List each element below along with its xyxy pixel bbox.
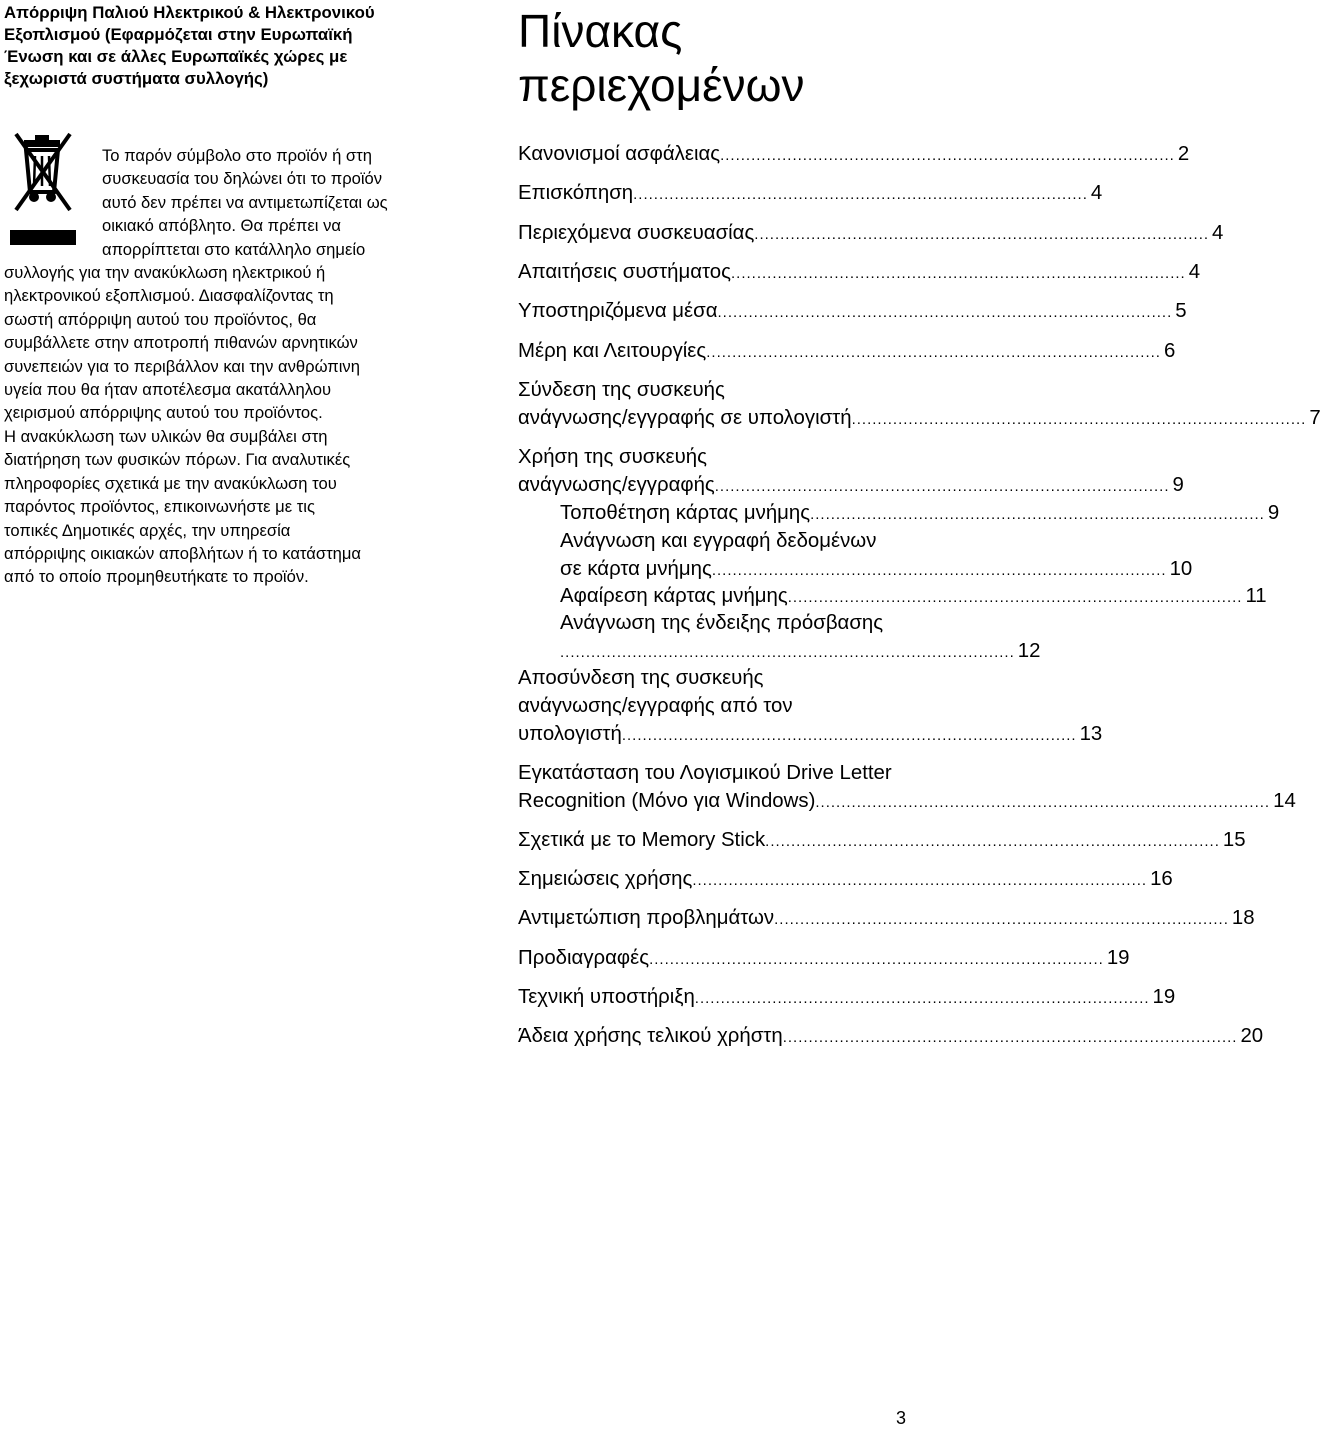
disposal-body-line: τοπικές Δημοτικές αρχές, την υπηρεσία [4, 520, 291, 540]
disposal-body [4, 144, 454, 589]
toc-entry-title: ανάγνωσης/εγγραφής σε υπολογιστή [518, 407, 852, 429]
toc-entry-title: υπολογιστή [518, 723, 622, 745]
toc-entry-title: Περιεχόμενα συσκευασίας [518, 222, 755, 244]
disposal-section [4, 0, 454, 90]
toc-entry[interactable] [518, 983, 1176, 1013]
toc-entry-title: Απαιτήσεις συστήματος [518, 261, 731, 283]
toc-entry-page: 4 [1090, 182, 1103, 204]
toc-leader: ........................................................................................ [730, 265, 1186, 282]
toc-entry-page: 12 [1017, 640, 1041, 662]
disposal-body-line: αυτό δεν πρέπει να αντιμετωπίζεται ως [102, 192, 388, 212]
toc-leader: ........................................................................................ [621, 727, 1077, 744]
toc-entry-page: 4 [1212, 222, 1224, 244]
toc-subentry[interactable] [560, 609, 1041, 667]
toc-entry-page: 19 [1152, 986, 1176, 1008]
toc-leader: ........................................................................................ [851, 411, 1307, 428]
disposal-body-line: συνεπειών για το περιβάλλον και την ανθρώπινη [4, 356, 360, 376]
toc-entry[interactable] [518, 140, 1190, 170]
toc-entry-title: Εγκατάσταση του Λογισμικού Drive Letter [518, 762, 892, 784]
disposal-title-line: Απόρριψη Παλιού Ηλεκτρικού & Ηλεκτρονικού [4, 3, 375, 22]
toc-leader: ........................................................................................ [774, 911, 1229, 928]
disposal-body-line: συμβάλλετε στην αποτροπή πιθανών αρνητικών [4, 333, 358, 353]
toc-leader: ........................................................................................ [560, 644, 1015, 661]
disposal-body-line: χειρισμού απόρριψης αυτού του προϊόντος. [4, 403, 323, 423]
disposal-body-line: οικιακό απόβλητο. Θα πρέπει να [102, 216, 341, 236]
toc-subentry[interactable] [560, 582, 1267, 612]
toc-subentry[interactable] [560, 527, 1193, 585]
toc-leader: ........................................................................................ [694, 990, 1150, 1007]
toc-entry-title: Επισκόπηση [518, 182, 634, 204]
toc-entry[interactable] [518, 258, 1201, 288]
toc-leader: ........................................................................................ [711, 562, 1167, 579]
disposal-body-line: από το οποίο προμηθευτήκατε το προϊόν. [4, 567, 309, 587]
toc-entry-title: Μέρη και Λειτουργίες [518, 340, 707, 362]
toc-entry-page: 4 [1188, 261, 1201, 283]
disposal-title-line: Ένωση και σε άλλες Ευρωπαϊκές χώρες με [4, 47, 348, 66]
toc-heading-line: περιεχομένων [518, 59, 805, 111]
toc-entry-title: ανάγνωσης/εγγραφής από τον [518, 695, 793, 717]
toc-entry-page: 6 [1163, 340, 1176, 362]
toc-leader: ........................................................................................ [815, 794, 1271, 811]
disposal-body-line: συλλογής για την ανακύκλωση ηλεκτρικού ή [4, 263, 326, 283]
toc-leader: ........................................................................................ [765, 833, 1220, 850]
toc-entry-title: Αποσύνδεση της συσκευής [518, 667, 764, 689]
toc-entry-title: Σημειώσεις χρήσης [518, 868, 693, 890]
toc-entry-page: 16 [1150, 868, 1173, 890]
toc-entry-title: Σύνδεση της συσκευής [518, 379, 725, 401]
toc-entry-page: 9 [1267, 502, 1280, 524]
toc-entry[interactable] [518, 219, 1224, 249]
toc-entry[interactable] [518, 664, 1103, 750]
toc-entry-title: Άδεια χρήσης τελικού χρήστη [518, 1025, 783, 1047]
toc-entry-title: ανάγνωσης/εγγραφής [518, 474, 715, 496]
toc-leader: ........................................................................................ [754, 226, 1210, 243]
disposal-body-line: παρόντος προϊόντος, επικοινωνήστε με τις [4, 497, 315, 517]
disposal-title-line: Εξοπλισμού (Εφαρμόζεται στην Ευρωπαϊκή [4, 25, 353, 44]
disposal-body-line: συσκευασία του δηλώνει ότι το προϊόν [102, 169, 383, 189]
toc-entry-title: Αφαίρεση κάρτας μνήμης [560, 585, 788, 607]
toc-entry[interactable] [518, 904, 1255, 934]
disposal-body-line: ηλεκτρονικού εξοπλισμού. Διασφαλίζοντας τη [4, 286, 334, 306]
disposal-body-line: Η ανακύκλωση των υλικών θα συμβάλει στη [4, 426, 328, 446]
toc-leader: ........................................................................................ [717, 304, 1173, 321]
toc-entry[interactable] [518, 376, 1321, 434]
toc-entry[interactable] [518, 337, 1176, 367]
toc-entry-page: 10 [1169, 558, 1193, 580]
toc-entry-title: Χρήση της συσκευής [518, 446, 707, 468]
toc-entry-page: 9 [1172, 474, 1184, 496]
toc-entry[interactable] [518, 865, 1173, 895]
toc-entry-title: Κανονισμοί ασφάλειας [518, 143, 721, 165]
toc-entry-title: Σχετικά με το Memory Stick [518, 829, 766, 851]
toc-entry-title: σε κάρτα μνήμης [560, 558, 712, 580]
toc-entry[interactable] [518, 297, 1187, 327]
toc-entry[interactable] [518, 1022, 1264, 1052]
toc-entry-page: 19 [1106, 947, 1130, 969]
toc-heading [518, 4, 805, 112]
toc-entry[interactable] [518, 826, 1246, 856]
toc-leader: ........................................................................................ [810, 506, 1265, 523]
page-number: 3 [896, 1408, 907, 1428]
toc-leader: ........................................................................................ [706, 344, 1161, 361]
toc-leader: ........................................................................................ [692, 872, 1148, 889]
toc-entry-title: Προδιαγραφές [518, 947, 650, 969]
toc-subentry[interactable] [560, 499, 1280, 529]
toc-leader: ........................................................................................ [649, 951, 1104, 968]
toc-entry-page: 5 [1175, 300, 1187, 322]
disposal-title-line: ξεχωριστά συστήματα συλλογής) [4, 69, 269, 88]
toc-entry-title: Τοποθέτηση κάρτας μνήμης [560, 502, 811, 524]
toc-leader: ........................................................................................ [782, 1029, 1238, 1046]
toc-entry-title: Αντιμετώπιση προβλημάτων [518, 907, 775, 929]
toc-entry-title: Τεχνική υποστήριξη [518, 986, 695, 1008]
toc-entry[interactable] [518, 179, 1103, 209]
disposal-body-line: υγεία που θα ήταν αποτέλεσμα ακατάλληλου [4, 380, 332, 400]
toc-entry-page: 7 [1309, 407, 1321, 429]
toc-heading-line: Πίνακας [518, 5, 683, 57]
toc-leader: ........................................................................................ [787, 589, 1243, 606]
toc-entry[interactable] [518, 944, 1130, 974]
toc-entry-page: 2 [1177, 143, 1190, 165]
disposal-body-line: απορρίπτεται στο κατάλληλο σημείο [102, 239, 366, 259]
toc-entry-page: 15 [1222, 829, 1246, 851]
disposal-body-line: πληροφορίες σχετικά με την ανακύκλωση του [4, 473, 337, 493]
disposal-body-line: διατήρηση των φυσικών πόρων. Για αναλυτικές [4, 450, 351, 470]
toc-leader: ........................................................................................ [720, 147, 1175, 164]
toc-entry[interactable] [518, 443, 1184, 501]
toc-entry-page: 14 [1273, 790, 1296, 812]
toc-entry-page: 18 [1231, 907, 1255, 929]
toc-entry[interactable] [518, 759, 1296, 817]
toc-entry-page: 20 [1240, 1025, 1264, 1047]
disposal-body-line: απόρριψης οικιακών αποβλήτων ή το κατάστημα [4, 543, 362, 563]
disposal-title [4, 0, 454, 90]
toc-entry-title: Υποστηριζόμενα μέσα [518, 300, 718, 322]
disposal-body-line: σωστή απόρριψη αυτού του προϊόντος, θα [4, 309, 317, 329]
toc-entry-title: Recognition (Μόνο για Windows) [518, 790, 816, 812]
toc-leader: ........................................................................................ [633, 186, 1088, 203]
toc-entry-page: 11 [1245, 585, 1267, 607]
toc-entry-title: Ανάγνωση και εγγραφή δεδομένων [560, 530, 877, 552]
toc-entry-page: 13 [1079, 723, 1103, 745]
toc-entry-title: Ανάγνωση της ένδειξης πρόσβασης [560, 612, 884, 634]
toc-leader: ........................................................................................ [714, 478, 1170, 495]
disposal-body-line: Το παρόν σύμβολο στο προϊόν ή στη [102, 146, 372, 165]
